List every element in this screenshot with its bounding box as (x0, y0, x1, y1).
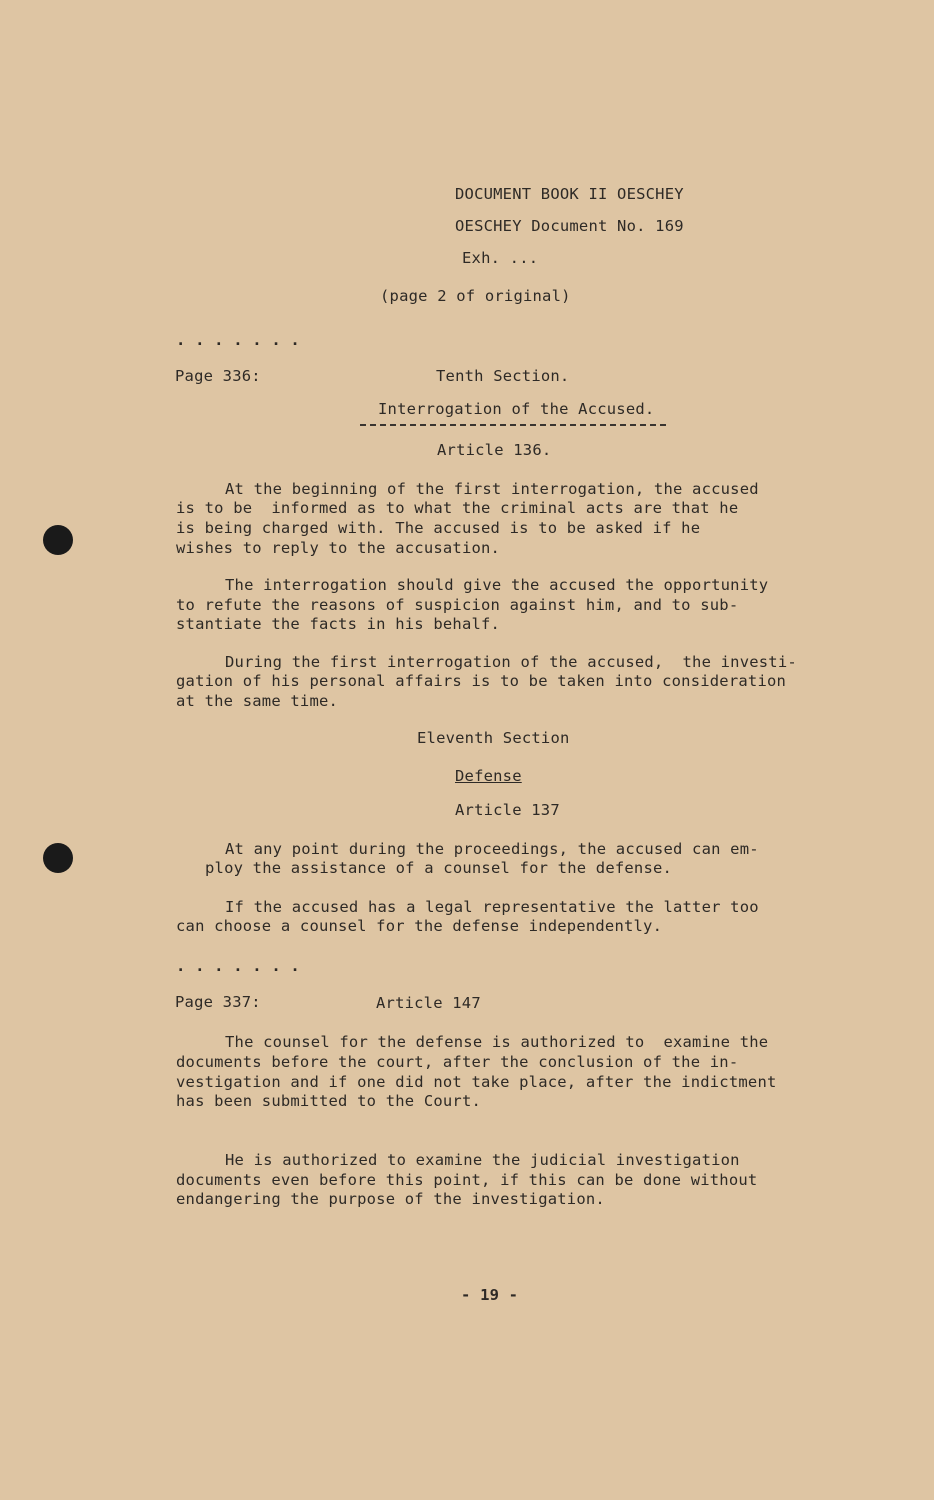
section-subtitle: Interrogation of the Accused. (378, 400, 655, 418)
section-subtitle: Defense (455, 767, 522, 785)
paragraph-line: He is authorized to examine the judicial investigation (225, 1151, 740, 1169)
punch-hole-top (43, 525, 73, 555)
section-title: Eleventh Section (417, 729, 570, 747)
punch-hole-bottom (43, 843, 73, 873)
paragraph-line: At the beginning of the first interrogation, the accused (225, 480, 759, 498)
paragraph-line: vestigation and if one did not take place, after the indictment (176, 1073, 777, 1091)
paragraph-line: ploy the assistance of a counsel for the defense. (205, 859, 673, 877)
header-book-line: DOCUMENT BOOK II OESCHEY (455, 185, 684, 203)
paragraph-line: gation of his personal affairs is to be taken into consideration (176, 672, 787, 690)
page-reference: Page 336: (175, 367, 261, 385)
article-heading: Article 137 (455, 801, 560, 819)
paragraph-line: wishes to reply to the accusation. (176, 539, 501, 557)
ellipsis-dots: . . . . . . . (176, 957, 300, 975)
section-title: Tenth Section. (436, 367, 570, 385)
article-heading: Article 147 (376, 994, 481, 1012)
header-document-number: OESCHEY Document No. 169 (455, 217, 684, 235)
paragraph-line: endangering the purpose of the investigation. (176, 1190, 605, 1208)
article-heading: Article 136. (437, 441, 552, 459)
page-of-original-note: (page 2 of original) (380, 287, 571, 305)
paragraph-line: The counsel for the defense is authorized to examine the (225, 1033, 769, 1051)
paragraph-line: documents before the court, after the conclusion of the in- (176, 1053, 739, 1071)
paragraph-line: has been submitted to the Court. (176, 1092, 482, 1110)
paragraph-line: can choose a counsel for the defense independently. (176, 917, 663, 935)
paragraph-line: at the same time. (176, 692, 339, 710)
ellipsis-dots: . . . . . . . (176, 331, 300, 349)
paragraph-line: is being charged with. The accused is to be asked if he (176, 519, 701, 537)
paragraph-line: If the accused has a legal representative the latter too (225, 898, 759, 916)
header-exhibit: Exh. ... (462, 249, 539, 267)
paragraph-line: is to be informed as to what the criminal acts are that he (176, 499, 739, 517)
paragraph-line: documents even before this point, if this can be done without (176, 1171, 758, 1189)
paragraph-line: During the first interrogation of the accused, the investi- (225, 653, 797, 671)
page-number: - 19 - (461, 1286, 519, 1304)
paragraph-line: At any point during the proceedings, the accused can em- (225, 840, 759, 858)
paragraph-line: The interrogation should give the accused the opportunity (225, 576, 769, 594)
paragraph-line: to refute the reasons of suspicion against him, and to sub- (176, 596, 739, 614)
paragraph-line: stantiate the facts in his behalf. (176, 615, 501, 633)
subtitle-underline (360, 424, 666, 426)
page-reference: Page 337: (175, 993, 261, 1011)
